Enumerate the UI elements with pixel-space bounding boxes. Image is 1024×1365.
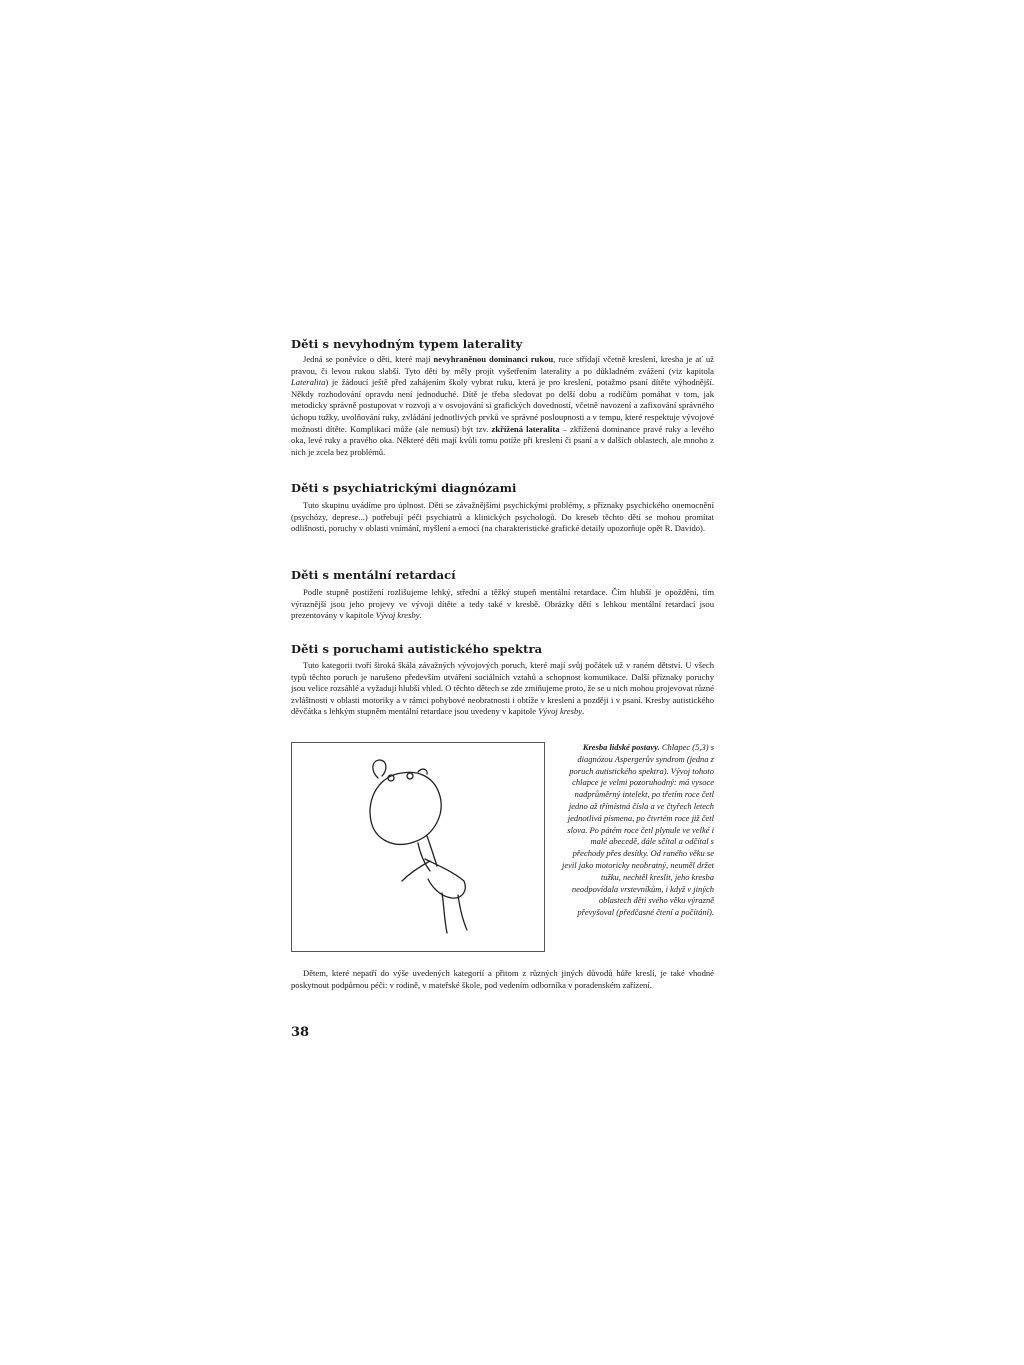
heading-mental-retardation: Děti s mentální retardací [291,568,456,582]
paragraph-autism [291,660,714,718]
text-run: . [419,610,422,621]
text-run: ) je žádoucí ještě před zahájením školy vybrat ruku, která je pro kreslení, potažmo psaní dítěte výhodnější. Někdy rozhodování opravdu není jednoduché. Dítě je třeba sledovat po delší dobu a rodičům pomáhat v tom, jak metodicky správně postupovat v rozvoji a v osvojování si grafických dovedností, včetně navození a zafixování správného úchopu tužky, uvolňování ruky, zvládání jednotlivých prvků ve správné posloupnosti a v tempu, které respektuje vývojové možnosti dítěte. Komplikací může (ale nemusí) být tzv. [291,377,714,434]
paragraph-psychiatric: Tuto skupinu uvádíme pro úplnost. Děti se závažnějšími psychickými problémy, s příznaky psychického onemocnění (psychózy, deprese...) potřebují péči psychiatrů a klinických psychologů. Do kreseb těchto dětí se mohou promítat odlišnosti, poruchy v oblasti vnímání, myšlení a emocí (na charakteristické grafické detaily upozorňuje opět R. Davido). [291,500,714,534]
paragraph-laterality [291,354,714,458]
heading-autism: Děti s poruchami autistického spektra [291,642,543,656]
page-number: 38 [291,1025,310,1040]
paragraph-mental-retardation [291,587,714,622]
child-drawing-figure [291,742,545,952]
caption-title: Kresba lidské postavy. [582,742,660,752]
human-figure-drawing [292,743,546,953]
text-run: Tuto kategorii tvoří široká škála závažných vývojových poruch, které mají svůj počátek už v raném dětství. U všech typů těchto poruch je narušeno především utváření sociálních vztahů a schopnost komunikace. Další příznaky poruchy jsou velice rozsáhlé a vyžadují hlubší vhled. O těchto dětech se zde zmiňujeme proto, že se u nich mohou projevovat různé zvláštnosti v oblasti motoriky a v rámci pohybové neobratnosti i obtíže v kreslení a později i v psaní. Kresby autistického děvčátka s lehkým stupněm mentální retardace jsou uvedeny v kapitole [291,660,714,717]
closing-paragraph: Dětem, které nepatří do výše uvedených kategorií a přitom z různých jiných důvodů hůře kreslí, je také vhodné poskytnout podpůrnou péči: v rodině, v mateřské škole, pod vedením odborníka v poradenském zařízení. [291,968,714,990]
heading-laterality: Děti s nevyhodným typem laterality [291,337,523,351]
caption-text: Chlapec (5,3) s diagnózou Aspergerův syndrom (jedna z poruch autistického spektra). Vývoj tohoto chlapce je velmi pozoruhodný: má vysoce nadprůměrný intelekt, po třetím roce četl jedno až třímístná čísla a ve čtyřech letech jednotlivá písmena, po čtvrtém roce již četl slova. Po pátém roce četl plynule ve velké i malé abecedě, dále sčítal a odčítal s přechody přes desítky. Od raného věku se jevil jako motoricky neobratný, neuměl držet tužku, nechtěl kreslit, jeho kresba neodpovídala vrstevníkům, i když v jiných oblastech děti svého věku výrazně převyšoval (předčasné čtení a počítání). [561,742,714,918]
text-run: Jedná se poněvíce o děti, které mají [303,354,434,364]
chapter-reference: Vývoj kresby [375,610,420,621]
text-run: , ruce střídají včetně kreslení, kresba je ať už pravou, či levou rukou slabší. Tyto děti by měly projít vyšetřením laterality a po důkladném zvážení (viz kapitola [291,354,714,376]
figure-caption [560,742,714,919]
chapter-reference: Lateralita [291,377,326,388]
text-run: Podle stupně postižení rozlišujeme lehký, střední a těžký stupeň mentální retardace. Čím hlubší je opoždění, tím výraznější jsou jeho projevy ve vývoji dítěte a tedy také v kresbě. Obrázky dětí s lehkou mentální retardací jsou prezentovány v kapitole [291,587,714,621]
heading-psychiatric: Děti s psychiatrickými diagnózami [291,481,517,495]
chapter-reference: Vývoj kresby [538,706,583,717]
bold-term: zkřížená lateralita [491,423,560,434]
text-run: . [582,706,585,717]
bold-term: nevyhraněnou dominanci rukou [433,354,554,364]
text-run: – zkřížená dominance pravé ruky a levého oka, levé ruky a pravého oka. Některé děti mají kvůli tomu potíže při kreslení či psaní a v dalších oblastech, ale mnoho z nich je zcela bez problémů. [291,423,714,457]
